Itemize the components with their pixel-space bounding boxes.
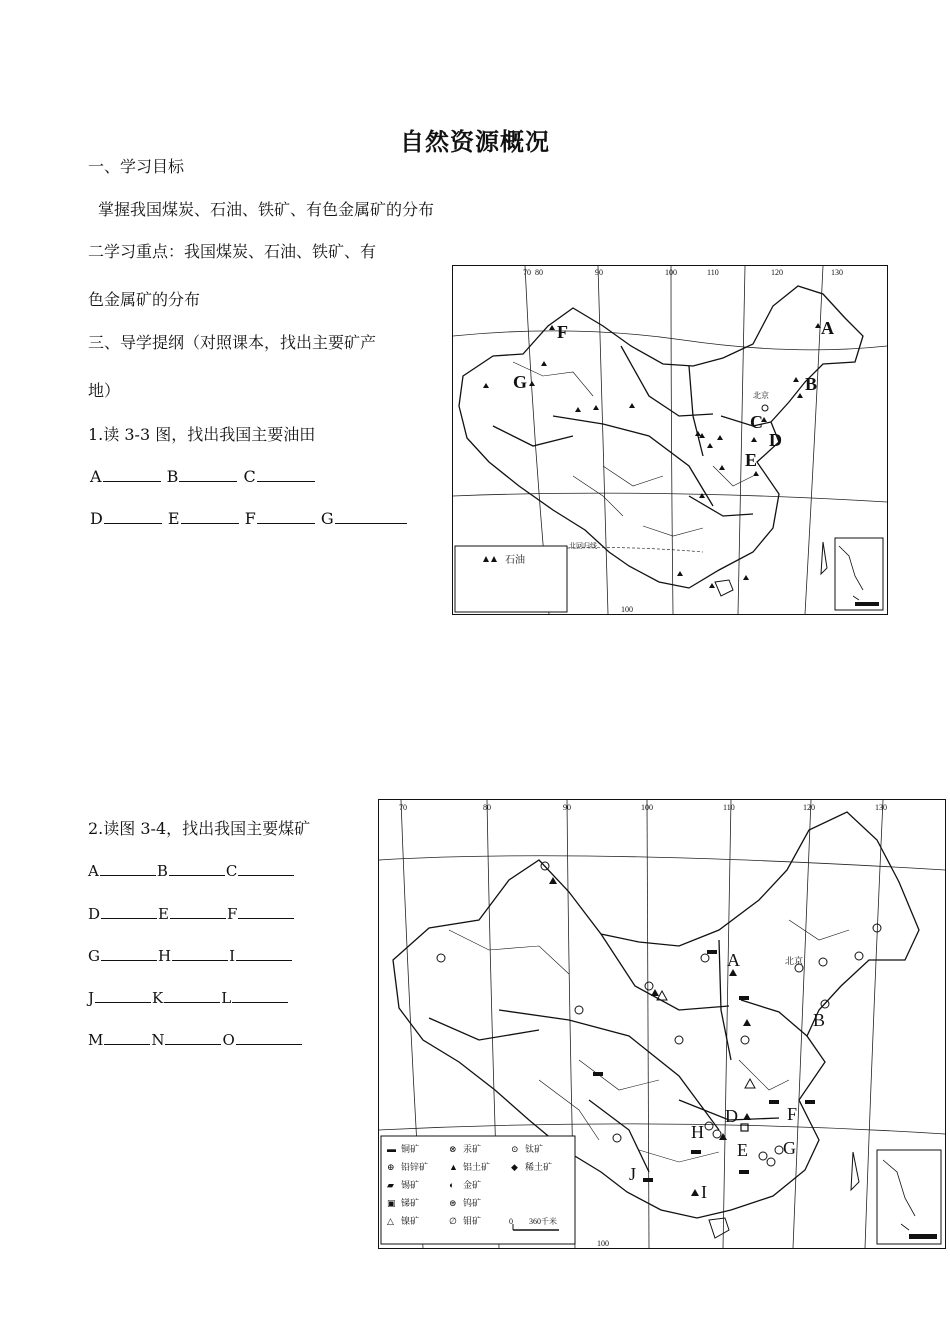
mineral-map-scale-zero: 0 — [509, 1217, 513, 1226]
mineral-legend-label: 镍矿 — [401, 1216, 420, 1226]
oil-map-tick-110: 110 — [707, 268, 719, 277]
oil-map-tropic: 北回归线 — [569, 542, 597, 550]
mineral-map-tick-110: 110 — [723, 803, 735, 812]
q2-blank-b[interactable] — [169, 861, 225, 876]
oil-map-city-beijing: 北京 — [753, 391, 769, 400]
mineral-map-label-i: I — [701, 1182, 707, 1202]
q1-blank-b[interactable] — [179, 467, 237, 482]
section-goal-body: 掌握我国煤炭、石油、铁矿、有色金属矿的分布 — [98, 200, 435, 219]
q2-row5 — [88, 1030, 303, 1050]
mineral-map-label-e: E — [737, 1140, 748, 1160]
mineral-map-label-d: D — [725, 1106, 738, 1126]
q2-blank-h[interactable] — [172, 946, 228, 961]
oil-map-tick-130: 130 — [831, 268, 843, 277]
mineral-legend-label: 锑矿 — [401, 1198, 420, 1208]
q2-blank-g[interactable] — [101, 946, 157, 961]
oil-map-svg — [453, 266, 887, 614]
mineral-legend-label: 钛矿 — [525, 1144, 544, 1154]
q2-blank-e[interactable] — [170, 904, 226, 919]
mineral-map-label-f: F — [787, 1104, 798, 1124]
oil-map-tick-80: 80 — [535, 268, 543, 277]
oil-map-tick-100: 100 — [665, 268, 677, 277]
mineral-legend-symbol: ▣ — [387, 1198, 396, 1208]
q1-label-d: D — [90, 509, 103, 528]
page-title: 自然资源概况 — [400, 127, 550, 156]
mineral-map-tick-90: 90 — [563, 803, 571, 812]
q1-label-b: B — [166, 467, 179, 486]
mineral-map-label-a: A — [727, 950, 740, 970]
q2-label-f: F — [226, 905, 238, 923]
mineral-legend-label: 金矿 — [463, 1180, 482, 1190]
q1-blank-f[interactable] — [257, 509, 315, 524]
q2-label-b: B — [156, 862, 168, 880]
q2-label-a: A — [88, 862, 99, 880]
mineral-legend-symbol: ▬ — [387, 1144, 396, 1154]
oil-map-tick-70: 70 — [523, 268, 531, 277]
section-focus-line1: 二学习重点：我国煤炭、石油、铁矿、有 — [88, 242, 377, 261]
q2-prompt: 2.读图 3-4，找出我国主要煤矿 — [88, 819, 311, 838]
oil-map-tick-bottom: 100 — [621, 605, 633, 614]
q2-label-m: M — [88, 1031, 104, 1049]
q2-blank-n[interactable] — [165, 1030, 221, 1045]
q1-label-g: G — [320, 509, 334, 528]
q2-row2 — [88, 904, 295, 924]
mineral-map-label-b: B — [813, 1010, 826, 1030]
q2-blank-a[interactable] — [100, 861, 156, 876]
q1-blank-c[interactable] — [257, 467, 315, 482]
mineral-legend-label: 铜矿 — [401, 1144, 420, 1154]
mineral-map-tick-bottom: 100 — [597, 1239, 609, 1248]
mineral-legend-label: 汞矿 — [463, 1144, 482, 1154]
mineral-legend-symbol: ◆ — [511, 1162, 518, 1172]
mineral-map-label-h: H — [691, 1122, 704, 1142]
q1-label-f: F — [244, 509, 256, 528]
oil-map-tick-120: 120 — [771, 268, 783, 277]
mineral-legend-label: 锡矿 — [401, 1180, 420, 1190]
q2-blank-d[interactable] — [101, 904, 157, 919]
q2-label-o: O — [222, 1031, 235, 1049]
oil-map-legend-label: 石油 — [505, 555, 525, 566]
oil-map-label-e: E — [745, 450, 758, 470]
q2-label-e: E — [158, 905, 169, 923]
oil-map-label-g: G — [513, 372, 528, 392]
mineral-map-tick-130: 130 — [875, 803, 887, 812]
q1-row1 — [90, 467, 316, 487]
mineral-map-tick-80: 80 — [483, 803, 491, 812]
q2-blank-m[interactable] — [104, 1030, 150, 1045]
oil-map-label-a: A — [821, 318, 834, 338]
q2-blank-o[interactable] — [236, 1030, 302, 1045]
mineral-map-tick-70: 70 — [399, 803, 407, 812]
mineral-legend-symbol: ⊕ — [387, 1162, 395, 1172]
mineral-map-tick-100: 100 — [641, 803, 653, 812]
mineral-legend-label: 钼矿 — [463, 1216, 482, 1226]
q2-label-c: C — [225, 862, 238, 880]
mineral-legend-symbol: ▰ — [387, 1180, 394, 1190]
q2-label-j: J — [88, 989, 95, 1007]
mineral-map-tick-120: 120 — [803, 803, 815, 812]
q2-blank-i[interactable] — [236, 946, 292, 961]
q2-label-k: K — [152, 989, 164, 1007]
q2-label-h: H — [157, 947, 172, 965]
q2-label-l: L — [221, 989, 232, 1007]
mineral-legend-label: 稀土矿 — [525, 1162, 553, 1172]
mineral-legend-symbol: ⊜ — [449, 1198, 457, 1208]
q1-row2 — [90, 509, 408, 529]
oil-map-label-d: D — [769, 430, 782, 450]
section-outline-line2: 地） — [88, 381, 121, 400]
q2-blank-j[interactable] — [95, 988, 151, 1003]
mineral-legend-label: 钨矿 — [463, 1198, 482, 1208]
q2-label-n: N — [151, 1031, 165, 1049]
q2-label-i: I — [229, 947, 236, 965]
q1-blank-e[interactable] — [181, 509, 239, 524]
q2-row4 — [88, 988, 289, 1008]
mineral-legend-symbol: ⊗ — [449, 1144, 457, 1154]
section-focus-line2: 色金属矿的分布 — [88, 290, 201, 309]
q1-blank-g[interactable] — [335, 509, 407, 524]
q2-blank-l[interactable] — [232, 988, 288, 1003]
q2-row1 — [88, 861, 295, 881]
oil-map-label-b: B — [805, 374, 818, 394]
q2-blank-k[interactable] — [164, 988, 220, 1003]
q1-blank-a[interactable] — [103, 467, 161, 482]
q2-label-g: G — [88, 947, 100, 965]
mineral-map-city-beijing: 北京 — [785, 956, 804, 966]
mineral-legend-symbol: ◐ — [449, 1180, 455, 1190]
oil-map-tick-90: 90 — [595, 268, 603, 277]
mineral-legend-symbol: △ — [387, 1216, 394, 1226]
q1-label-e: E — [167, 509, 180, 528]
q2-blank-f[interactable] — [238, 904, 294, 919]
mineral-map-svg — [379, 800, 945, 1248]
mineral-legend-label: 铅锌矿 — [401, 1162, 429, 1172]
mineral-map-scale-label: 360千米 — [529, 1217, 557, 1226]
section-outline-line1: 三、导学提纲（对照课本，找出主要矿产 — [88, 333, 377, 352]
mineral-map-label-g: G — [783, 1138, 796, 1158]
mineral-map-label-j: J — [629, 1164, 637, 1184]
q2-label-d: D — [88, 905, 101, 923]
q1-prompt: 1.读 3-3 图，找出我国主要油田 — [88, 425, 316, 444]
oil-map-label-f: F — [557, 322, 568, 342]
mineral-legend-symbol: ⊙ — [511, 1144, 519, 1154]
mineral-legend-symbol: ∅ — [449, 1216, 457, 1226]
q1-label-c: C — [243, 467, 256, 486]
section-goal-heading: 一、学习目标 — [88, 157, 185, 176]
oil-map-label-c: C — [750, 412, 763, 432]
q2-row3 — [88, 946, 293, 966]
mineral-legend-symbol: ▲ — [449, 1162, 458, 1172]
oil-map — [452, 265, 888, 615]
q1-label-a: A — [90, 467, 102, 486]
q1-blank-d[interactable] — [104, 509, 162, 524]
mineral-map — [378, 799, 946, 1249]
q2-blank-c[interactable] — [238, 861, 294, 876]
mineral-legend-label: 铝土矿 — [463, 1162, 491, 1172]
